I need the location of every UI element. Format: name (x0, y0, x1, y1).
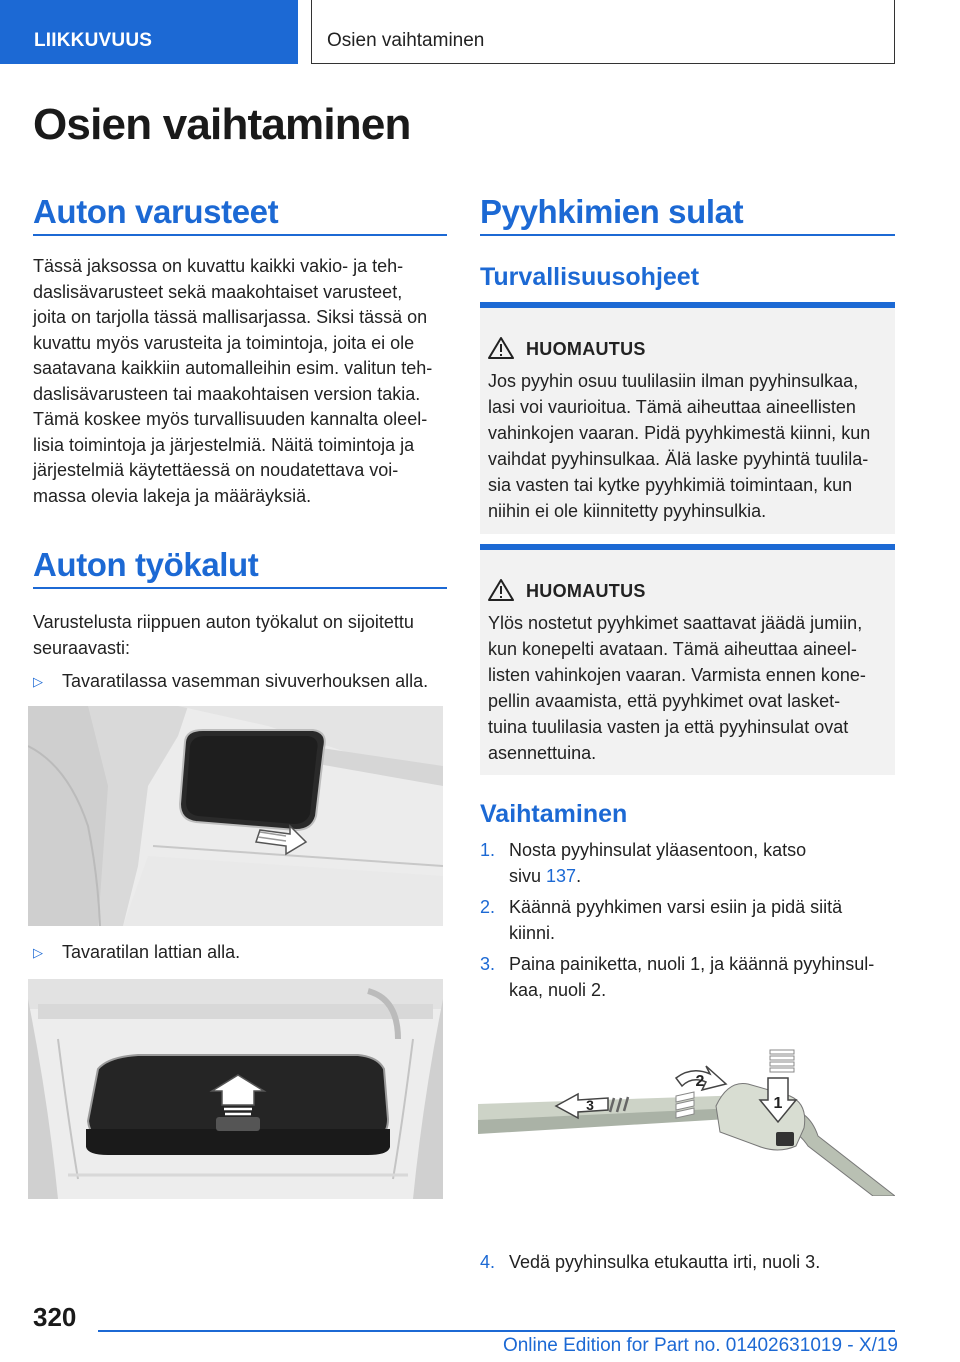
step-text: Vedä pyyhinsulka etukautta irti, nuoli 3. (509, 1252, 821, 1272)
wiper-blade-illustration (478, 1046, 895, 1196)
varusteet-paragraph: Tässä jaksossa on kuvattu kaikki vakio- ja teh- daslisävarusteet sekä maakohtaiset varusteet, joita on tarjolla tässä mallisarjassa. Siksi tässä on kuvattu myös varusteita ja toimintoja, joita ei ole saatavana kaikkiin automalleihin esim. valitun teh- daslisävarusteen tai maakohtaisen version takia. Tämä koskee myös turvallisuuden kannalta oleel- lisia toimintoja ja järjestelmiä. Näitä toimintoja ja järjestelmiä käytettäessä on noudatettava voi- massa olevia lakeja ja määräyksiä. (33, 256, 433, 506)
footer-edition-text: Online Edition for Part no. 01402631019 - X/19 (502, 1335, 898, 1356)
warning-text: Ylös nostetut pyyhkimet saattavat jäädä jumiin, kun konepelti avataan. Tämä aiheuttaa aineel- listen vahinkojen vaaran. Varmista ennen kone- pellin avaamista, että pyyhkimet ovat lasket- tuina tuulilasia vasten ja että pyyhinsulat ovat asennettuina. (488, 613, 866, 763)
header-topic-box (311, 0, 895, 64)
heading-rule (33, 234, 447, 236)
warning-triangle-icon (488, 578, 514, 602)
warning-label: HUOMAUTUS (526, 339, 646, 359)
list-item-step (480, 895, 895, 947)
heading-auton-varusteet: Auton varusteet (33, 193, 279, 230)
trunk-side-panel-image (28, 706, 443, 926)
trunk-side-panel-illustration (28, 706, 443, 926)
bullet-triangle-icon: ▷ (33, 674, 43, 689)
trunk-floor-illustration (28, 979, 443, 1199)
header-topic-label: Osien vaihtaminen (327, 30, 485, 51)
header-section-label: LIIKKUVUUS (34, 30, 153, 51)
list-item-step (480, 952, 895, 1004)
step-number: 1. (480, 840, 496, 860)
heading-rule (33, 587, 447, 589)
heading-rule (480, 234, 895, 236)
footer-rule (98, 1330, 895, 1332)
heading-turvallisuusohjeet: Turvallisuusohjeet (480, 263, 700, 291)
list-item-step (480, 1250, 895, 1276)
list-item-step (480, 838, 895, 890)
trunk-floor-image (28, 979, 443, 1199)
list-item-text: Tavaratilan lattian alla. (62, 942, 241, 962)
bullet-triangle-icon: ▷ (33, 945, 43, 960)
step-text: Paina painiketta, nuoli 1, ja käännä pyyhinsul- kaa, nuoli 2. (509, 954, 875, 1000)
warning-box (480, 302, 895, 534)
page-reference-link[interactable]: 137 (546, 865, 577, 886)
warning-triangle-icon (488, 336, 514, 360)
arrow-label-1: 1 (773, 1095, 783, 1112)
heading-pyyhkimien-sulat: Pyyhkimien sulat (480, 193, 744, 230)
warning-label: HUOMAUTUS (526, 581, 646, 601)
step-number: 3. (480, 954, 496, 974)
step-text: Nosta pyyhinsulat yläasentoon, katso sivu 137. (509, 840, 807, 886)
heading-auton-tyokalut: Auton työkalut (33, 546, 259, 583)
header-section-tab (0, 0, 298, 64)
wiper-blade-image (478, 1046, 895, 1196)
list-item-text: Tavaratilassa vasemman sivuverhouksen alla. (62, 671, 429, 691)
arrow-label-2: 2 (695, 1073, 705, 1090)
heading-vaihtaminen: Vaihtaminen (480, 800, 628, 828)
page-title: Osien vaihtaminen (33, 100, 411, 149)
step-number: 2. (480, 897, 496, 917)
arrow-label-3: 3 (586, 1097, 594, 1113)
warning-text: Jos pyyhin osuu tuulilasiin ilman pyyhinsulkaa, lasi voi vaurioitua. Tämä aiheuttaa aineellisten vahinkojen vaaran. Pidä pyyhkimestä kiinni, kun vaihdat pyyhinsulkaa. Älä laske pyyhintä tuulila- sia vasten tai kytke pyyhkimiä toimintaan, kun niihin ei ole kiinnitetty pyyhinsulkia. (488, 371, 871, 521)
footer-edition (0, 1335, 960, 1357)
list-item (33, 940, 447, 966)
step-text: Käännä pyyhkimen varsi esiin ja pidä siitä kiinni. (509, 897, 843, 943)
list-item (33, 669, 447, 695)
step-number: 4. (480, 1252, 496, 1272)
warning-box (480, 544, 895, 775)
tyokalut-intro: Varustelusta riippuen auton työkalut on sijoitettu seuraavasti: (33, 612, 414, 658)
page-number: 320 (33, 1302, 77, 1332)
